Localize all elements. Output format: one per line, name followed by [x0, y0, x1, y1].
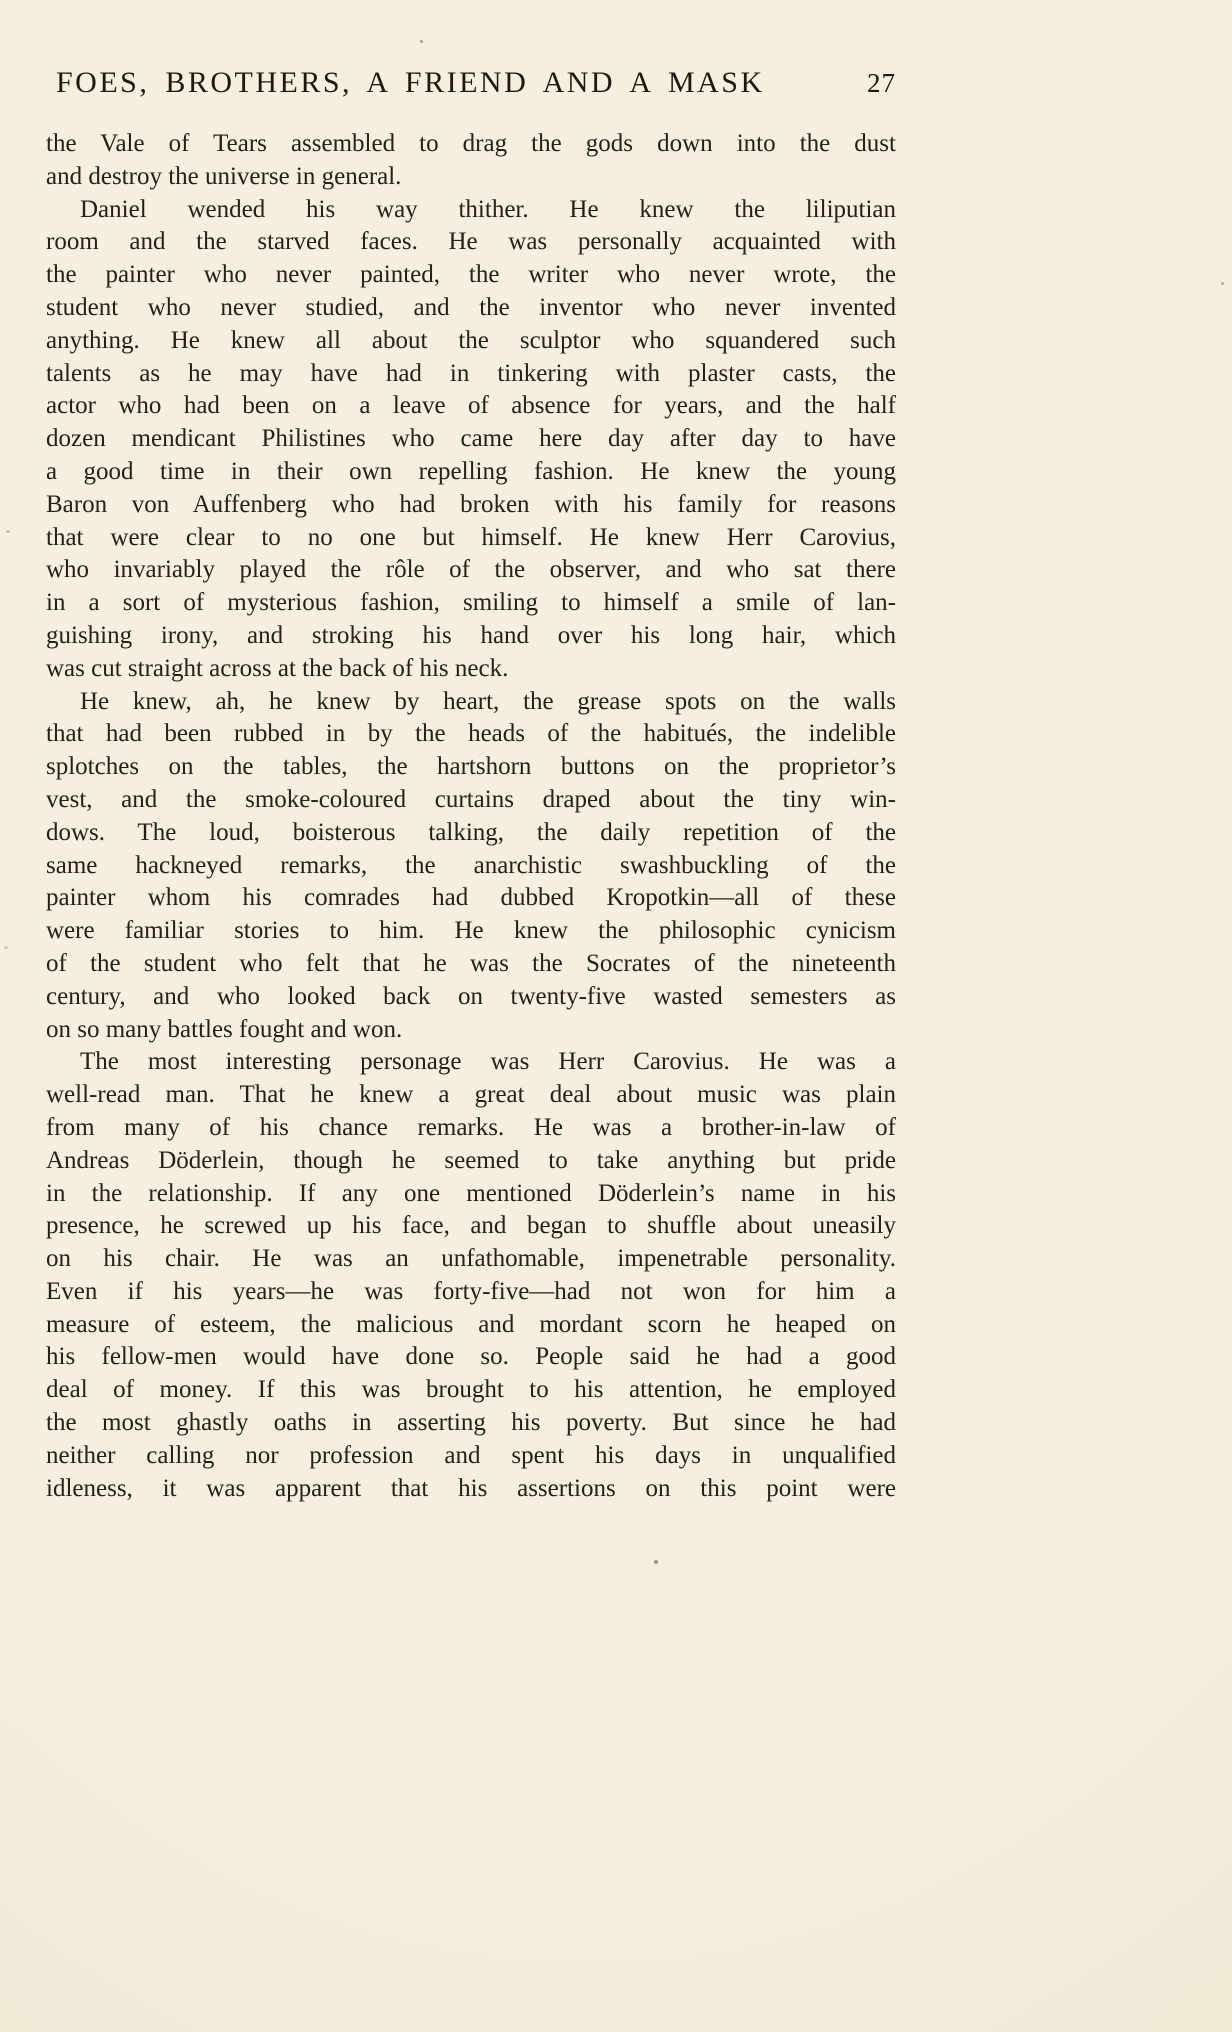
text-line: on so many battles fought and won.: [46, 1015, 403, 1043]
text-line: from many of his chance remarks. He was a brother-in-law of: [46, 1113, 896, 1141]
text-line: painter whom his comrades had dubbed Kropotkin—all of these: [46, 884, 896, 912]
text-line: his fellow-men would have done so. People said he had a good: [46, 1343, 896, 1371]
text-line: on his chair. He was an unfathomable, impenetrable personality.: [46, 1245, 896, 1273]
page-body: [46, 128, 896, 1505]
text-line: idleness, it was apparent that his assertions on this point were: [46, 1474, 896, 1502]
text-line: vest, and the smoke-coloured curtains draped about the tiny win-: [46, 785, 896, 813]
text-line: Even if his years—he was forty-five—had not won for him a: [46, 1277, 896, 1305]
text-line: was cut straight across at the back of his neck.: [46, 654, 509, 682]
text-line: splotches on the tables, the hartshorn buttons on the proprietor’s: [46, 753, 896, 781]
text-line: talents as he may have had in tinkering with plaster casts, the: [46, 359, 896, 387]
scan-speck: [1221, 282, 1224, 285]
scan-speck: [420, 40, 423, 43]
text-line: and destroy the universe in general.: [46, 162, 402, 190]
text-line: dozen mendicant Philistines who came here day after day to have: [46, 425, 896, 453]
text-line: student who never studied, and the inventor who never invented: [46, 293, 896, 321]
text-line: that had been rubbed in by the heads of the habitués, the indelible: [46, 720, 896, 748]
text-line: The most interesting personage was Herr Carovius. He was a: [80, 1048, 896, 1076]
text-line: same hackneyed remarks, the anarchistic swashbuckling of the: [46, 851, 896, 879]
text-line: the painter who never painted, the writer who never wrote, the: [46, 261, 896, 289]
text-line: guishing irony, and stroking his hand over his long hair, which: [46, 621, 896, 649]
page-header: [46, 66, 896, 100]
text-line: He knew, ah, he knew by heart, the grease spots on the walls: [80, 687, 896, 715]
scan-speck: [4, 946, 8, 949]
scan-speck: [6, 530, 10, 533]
text-line: the Vale of Tears assembled to drag the gods down into the dust: [46, 130, 896, 157]
text-line: in a sort of mysterious fashion, smiling to himself a smile of lan-: [46, 589, 896, 617]
text-line: presence, he screwed up his face, and began to shuffle about uneasily: [46, 1212, 896, 1240]
paragraph: [46, 1046, 896, 1505]
text-line: deal of money. If this was brought to his attention, he employed: [46, 1376, 896, 1404]
text-line: that were clear to no one but himself. He knew Herr Carovius,: [46, 523, 896, 551]
text-line: of the student who felt that he was the Socrates of the nineteenth: [46, 949, 896, 977]
text-line: anything. He knew all about the sculptor who squandered such: [46, 326, 896, 354]
text-line: a good time in their own repelling fashion. He knew the young: [46, 457, 896, 485]
text-line: well-read man. That he knew a great deal about music was plain: [46, 1081, 896, 1109]
page-number: 27: [867, 68, 896, 98]
scan-speck: [654, 1560, 658, 1564]
text-line: measure of esteem, the malicious and mordant scorn he heaped on: [46, 1310, 896, 1338]
text-line: were familiar stories to him. He knew the philosophic cynicism: [46, 917, 896, 945]
running-title: FOES, BROTHERS, A FRIEND AND A MASK: [56, 66, 765, 99]
paragraph: [46, 128, 896, 194]
text-line: dows. The loud, boisterous talking, the daily repetition of the: [46, 818, 896, 846]
text-line: Baron von Auffenberg who had broken with his family for reasons: [46, 490, 896, 518]
text-line: room and the starved faces. He was personally acquainted with: [46, 228, 896, 256]
text-line: actor who had been on a leave of absence for years, and the half: [46, 392, 896, 420]
paragraph: [46, 194, 896, 686]
text-line: century, and who looked back on twenty-five wasted semesters as: [46, 982, 896, 1010]
text-line: who invariably played the rôle of the observer, and who sat there: [46, 556, 896, 584]
text-line: Daniel wended his way thither. He knew the liliputian: [80, 195, 896, 223]
text-line: neither calling nor profession and spent his days in unqualified: [46, 1441, 896, 1469]
paragraph: [46, 686, 896, 1047]
text-line: Andreas Döderlein, though he seemed to take anything but pride: [46, 1146, 896, 1174]
text-line: the most ghastly oaths in asserting his poverty. But since he had: [46, 1409, 896, 1437]
text-line: in the relationship. If any one mentioned Döderlein’s name in his: [46, 1179, 896, 1207]
